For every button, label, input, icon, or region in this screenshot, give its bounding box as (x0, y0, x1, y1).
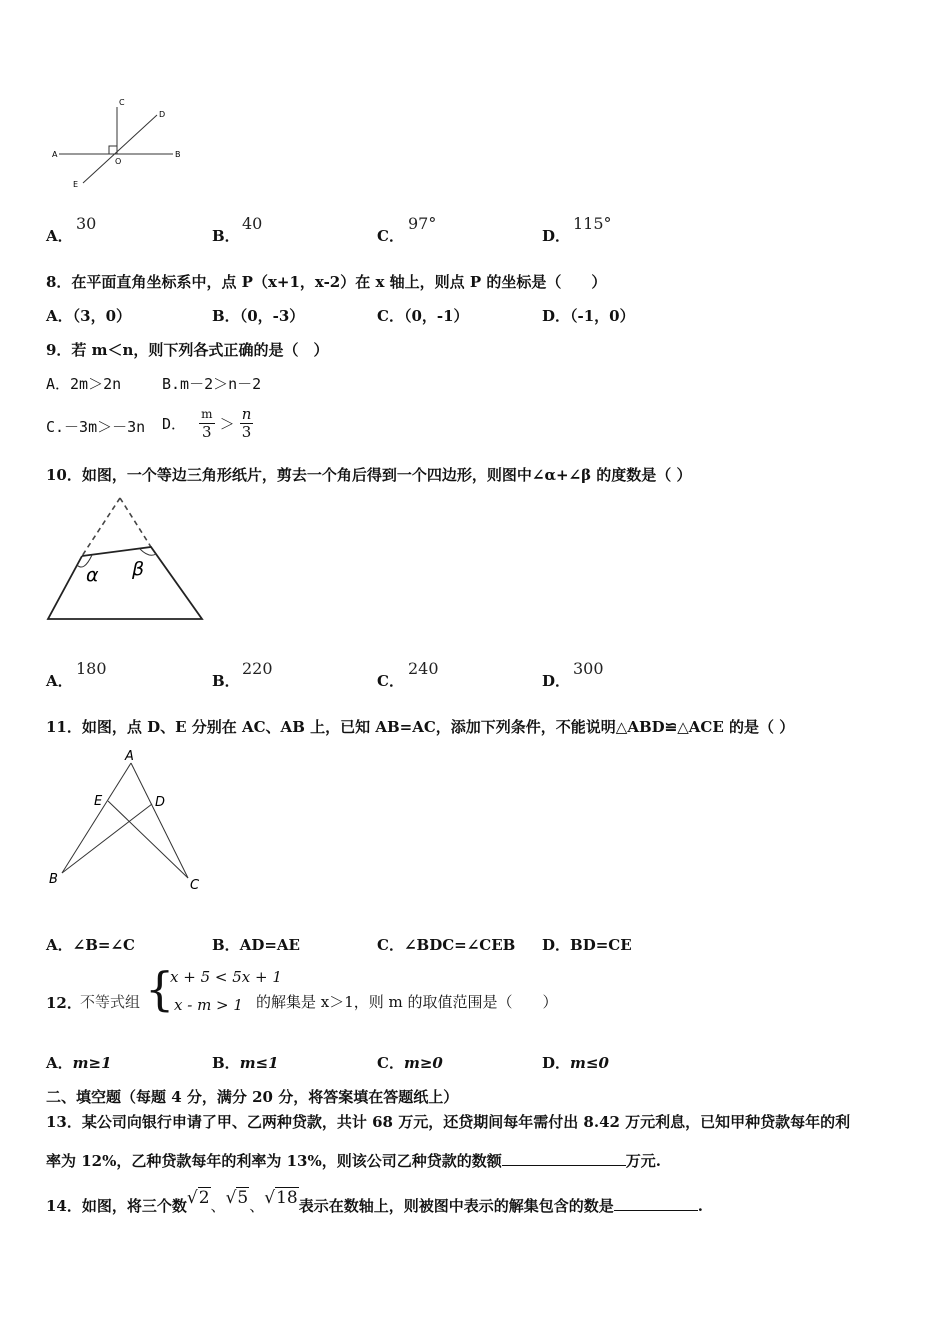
q9-option-b[interactable]: B.m－2＞n－2 (162, 375, 262, 393)
label-a: A (125, 749, 134, 764)
q8-option-a[interactable] (46, 305, 131, 326)
option-value: m≤1 (239, 1054, 279, 1072)
option-letter: D． (542, 1054, 571, 1072)
fraction-numerator: m (199, 406, 214, 424)
option-value: ∠BDC=∠CEB (403, 936, 516, 954)
option-value: BD=CE (570, 936, 632, 954)
q10-option-b-value: 220 (242, 659, 273, 678)
section-2-heading: 二、填空题（每题 4 分，满分 20 分，将答案填在答题纸上） (46, 1088, 459, 1106)
q10-figure (44, 492, 209, 627)
option-letter: A． (46, 672, 73, 690)
q14-text (46, 1188, 703, 1216)
option-letter: D． (542, 307, 571, 325)
option-value: （3，0） (72, 307, 132, 325)
q8-option-c[interactable] (377, 305, 469, 326)
option-value: （0，-3） (239, 307, 305, 325)
option-letter: B． (212, 672, 240, 690)
q7-option-c[interactable] (377, 225, 404, 246)
label-a: A (52, 150, 58, 159)
option-letter: C． (377, 936, 404, 954)
option-value: m≥0 (403, 1054, 443, 1072)
label-c: C (190, 878, 200, 893)
radicand: 5 (237, 1188, 249, 1208)
option-letter: D． (542, 936, 571, 954)
q10-option-d-value: 300 (573, 659, 604, 678)
option-letter: A． (46, 307, 73, 325)
q7-option-c-value: 97° (408, 214, 437, 233)
option-letter: C． (377, 672, 404, 690)
radicand: 2 (198, 1188, 210, 1208)
q7-option-b-value: 40 (242, 214, 263, 233)
q7-option-d-value: 115° (573, 214, 612, 233)
fraction-denominator: 3 (202, 423, 212, 441)
option-letter: C． (377, 227, 404, 245)
sqrt-18: √18 (264, 1188, 298, 1208)
option-value: （0，-1） (403, 307, 469, 325)
option-value: （-1，0） (570, 307, 635, 325)
option-letter: D． (542, 672, 571, 690)
sqrt-2: √2 (186, 1188, 210, 1208)
side-ab (62, 763, 131, 873)
q10-option-a[interactable] (46, 670, 73, 691)
q12-option-b[interactable] (212, 1052, 279, 1073)
separator: 、 (249, 1197, 265, 1215)
option-value: AD=AE (239, 936, 300, 954)
q9-option-a[interactable]: A．2m＞2n (46, 375, 122, 393)
q12-number: 12． (46, 994, 82, 1012)
q12-option-d[interactable] (542, 1052, 609, 1073)
q8-text: 8．在平面直角坐标系中，点 P（x+1，x-2）在 x 轴上，则点 P 的坐标是（ ） (46, 273, 607, 291)
q11-text: 11．如图，点 D、E 分别在 AC、AB 上，已知 AB=AC，添加下列条件，不能说明△ABD≌△ACE 的是（ ） (46, 718, 795, 736)
fraction-left (199, 406, 214, 441)
alpha-label: α (86, 564, 99, 586)
side-ac (131, 763, 188, 878)
q14-prefix: 14．如图，将三个数 (46, 1197, 187, 1215)
q7-option-a-value: 30 (76, 214, 97, 233)
label-e: E (94, 794, 103, 809)
option-letter: C． (377, 1054, 404, 1072)
q11-option-b[interactable] (212, 934, 300, 955)
q12-inequality-1: x + 5 < 5x + 1 (170, 968, 282, 986)
q9-text: 9．若 m＜n，则下列各式正确的是（ ） (46, 341, 329, 359)
q11-option-c[interactable] (377, 934, 515, 955)
option-letter: B． (212, 936, 240, 954)
q13-line-2 (46, 1150, 661, 1171)
beta-label: β (132, 558, 145, 580)
q11-figure (44, 745, 214, 895)
q10-text: 10．如图，一个等边三角形纸片，剪去一个角后得到一个四边形，则图中∠α+∠β 的度数是（ ） (46, 466, 692, 484)
segment-bd (62, 804, 152, 873)
dashed-side-left (82, 498, 120, 556)
q8-option-d[interactable] (542, 305, 635, 326)
q7-figure (45, 95, 190, 195)
q14-answer-blank[interactable] (614, 1196, 698, 1211)
q7-option-d[interactable] (542, 225, 570, 246)
option-letter: B． (212, 307, 240, 325)
q7-option-a[interactable] (46, 225, 73, 246)
separator: 、 (210, 1197, 226, 1215)
fraction-right (240, 406, 254, 441)
q10-option-b[interactable] (212, 670, 240, 691)
label-b: B (49, 872, 58, 887)
label-e: E (73, 180, 79, 189)
q7-option-b[interactable] (212, 225, 240, 246)
option-letter: A． (46, 1054, 73, 1072)
q12-prefix: 不等式组 (80, 993, 141, 1011)
greater-than: ＞ (219, 415, 235, 433)
q10-option-c-value: 240 (408, 659, 439, 678)
q9-option-d[interactable] (162, 406, 253, 441)
fraction-numerator: n (241, 405, 252, 423)
q8-option-b[interactable] (212, 305, 304, 326)
option-letter: C． (377, 307, 404, 325)
radicand: 18 (276, 1188, 298, 1208)
option-letter: A． (46, 936, 73, 954)
option-letter: B． (212, 1054, 240, 1072)
q12-brace: { (145, 962, 175, 1016)
option-value: ∠B=∠C (72, 936, 135, 954)
q13-line-2-prefix: 率为 12%，乙种贷款每年的利率为 13%，则该公司乙种贷款的数额 (46, 1152, 502, 1170)
q11-option-a[interactable] (46, 934, 135, 955)
option-letter: A． (46, 227, 73, 245)
option-letter: D． (162, 415, 187, 433)
q10-option-c[interactable] (377, 670, 404, 691)
fraction-denominator: 3 (241, 423, 252, 441)
option-letter: B． (212, 227, 240, 245)
label-c: C (119, 98, 125, 107)
line-de (83, 115, 157, 183)
label-d: D (159, 110, 166, 119)
q12-option-c[interactable] (377, 1052, 443, 1073)
q12-option-a[interactable] (46, 1052, 112, 1073)
q11-option-d[interactable] (542, 934, 632, 955)
sqrt-5: √5 (225, 1188, 249, 1208)
label-d: D (155, 795, 166, 810)
q14-suffix: 表示在数轴上，则被图中表示的解集包含的数是 (298, 1197, 614, 1215)
quadrilateral (48, 547, 202, 619)
segment-ce (108, 801, 188, 878)
q13-answer-blank[interactable] (502, 1151, 626, 1166)
q10-option-d[interactable] (542, 670, 570, 691)
option-value: m≥1 (72, 1054, 112, 1072)
q14-end: . (697, 1197, 703, 1215)
q10-option-a-value: 180 (76, 659, 107, 678)
q12-suffix: 的解集是 x＞1，则 m 的取值范围是（ ） (256, 993, 558, 1011)
option-value: m≤0 (570, 1054, 609, 1072)
q12-inequality-2: x - m > 1 (174, 996, 243, 1014)
q13-line-1: 13．某公司向银行申请了甲、乙两种贷款，共计 68 万元，还贷期间每年需付出 8.42 万元利息，已知甲种贷款每年的利 (46, 1113, 851, 1131)
option-letter: D． (542, 227, 571, 245)
q13-line-2-suffix: 万元. (625, 1152, 661, 1170)
label-o: O (115, 157, 122, 166)
q9-option-c[interactable]: C.－3m＞－3n (46, 418, 146, 436)
dashed-side-right (120, 498, 151, 547)
label-b: B (175, 150, 181, 159)
